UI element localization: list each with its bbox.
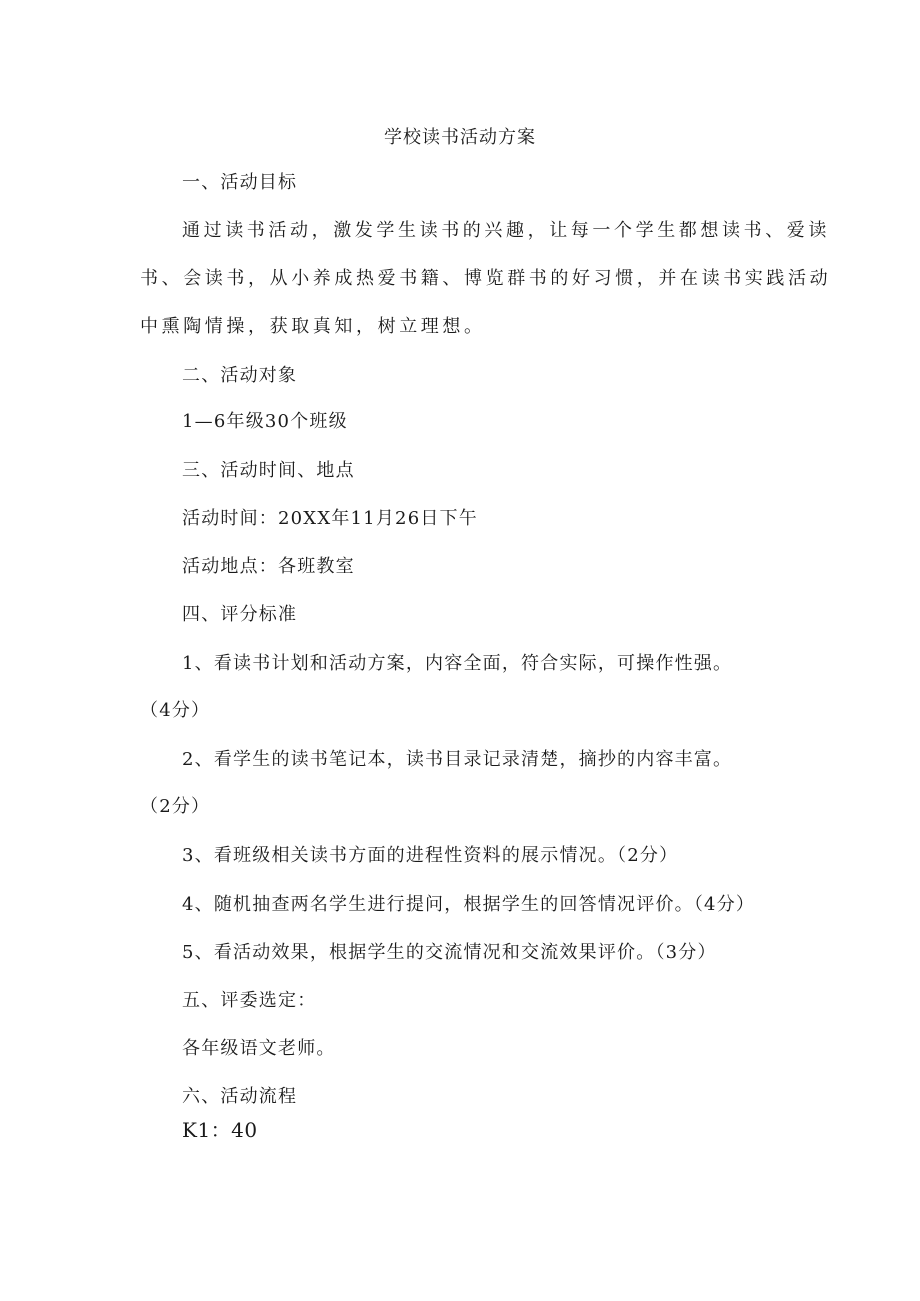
document-title: 学校读书活动方案 (384, 127, 536, 148)
section-heading-time-place: 三、活动时间、地点 (182, 460, 355, 481)
criteria-score: （2分） (140, 796, 211, 817)
criteria-item: 4、随机抽查两名学生进行提问，根据学生的回答情况评价。（4分） (182, 894, 756, 915)
paragraph-line: 通过读书活动，激发学生读书的兴趣，让每一个学生都想读书、爱读 (182, 220, 830, 241)
paragraph-line: 书、会读书，从小养成热爱书籍、博览群书的好习惯，并在读书实践活动 (140, 268, 832, 289)
section-heading-judges: 五、评委选定： (182, 990, 317, 1011)
criteria-item: 3、看班级相关读书方面的进程性资料的展示情况。（2分） (182, 845, 679, 866)
paragraph-line: 活动时间：20XX年11月26日下午 (182, 508, 478, 529)
paragraph-line: 各年级语文老师。 (182, 1038, 336, 1059)
criteria-score: （4分） (140, 700, 211, 721)
criteria-item: 5、看活动效果，根据学生的交流情况和交流效果评价。（3分） (182, 942, 717, 963)
section-heading-goal: 一、活动目标 (182, 172, 298, 193)
paragraph-line: 中熏陶情操，获取真知，树立理想。 (140, 316, 486, 337)
section-heading-process: 六、活动流程 (182, 1086, 298, 1107)
paragraph-line: 活动地点：各班教室 (182, 556, 355, 577)
criteria-item: 1、看读书计划和活动方案，内容全面，符合实际，可操作性强。 (182, 653, 733, 674)
section-heading-target: 二、活动对象 (182, 365, 298, 386)
paragraph-line: 1—6年级30个班级 (182, 411, 348, 432)
section-heading-criteria: 四、评分标准 (182, 604, 298, 625)
criteria-item: 2、看学生的读书笔记本，读书目录记录清楚，摘抄的内容丰富。 (182, 749, 733, 770)
process-line: K1：40 (182, 1118, 258, 1142)
